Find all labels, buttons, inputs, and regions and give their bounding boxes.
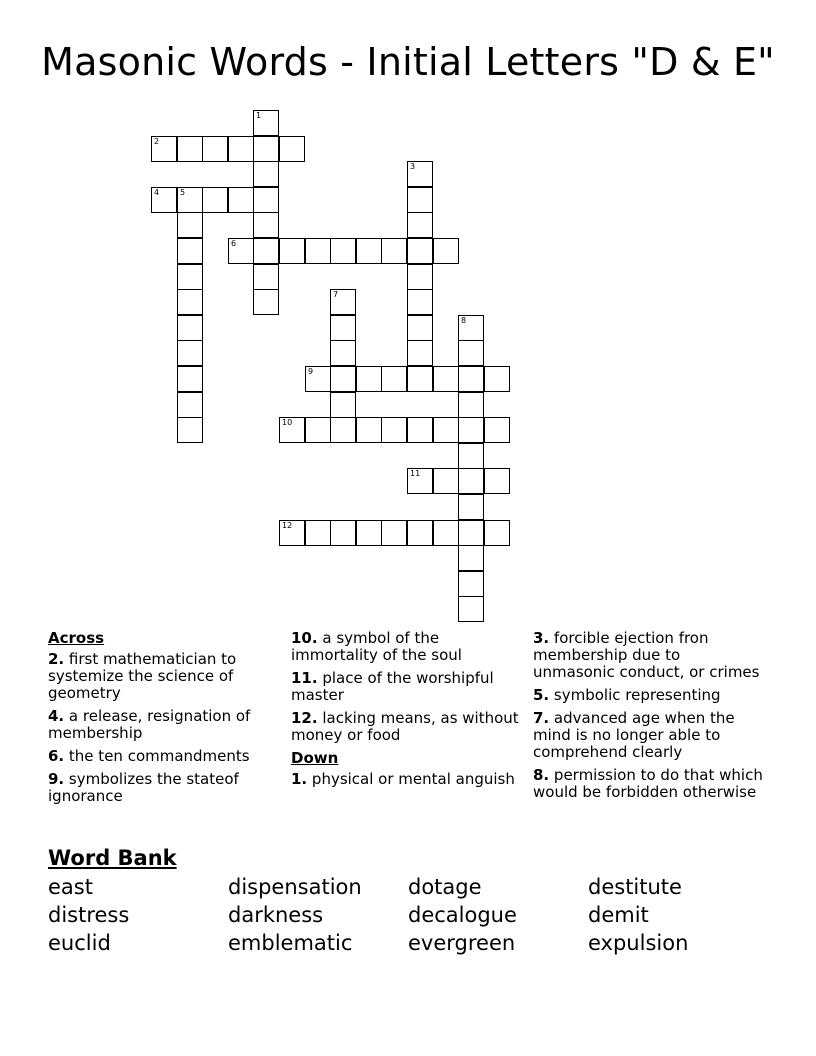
- clue-text: forcible ejection fron membership due to unmasonic conduct, or crimes: [533, 629, 760, 681]
- grid-cell[interactable]: [484, 366, 510, 392]
- clue-number: 1.: [291, 770, 308, 788]
- across-heading: Across: [48, 629, 105, 647]
- cell-number: 12: [282, 521, 293, 530]
- word-bank-word: east: [48, 875, 93, 899]
- grid-cell[interactable]: [177, 264, 203, 290]
- clue-down-7: [533, 710, 765, 761]
- clue-down-5: [533, 687, 765, 704]
- grid-cell[interactable]: [484, 468, 510, 494]
- grid-cell[interactable]: [177, 289, 203, 315]
- grid-cell[interactable]: [279, 136, 305, 162]
- grid-cell[interactable]: [330, 340, 356, 366]
- grid-cell[interactable]: [177, 315, 203, 341]
- word-bank-word: dotage: [408, 875, 482, 899]
- grid-cell[interactable]: [407, 468, 433, 494]
- word-bank-word: expulsion: [588, 931, 689, 955]
- clue-text: the ten commandments: [68, 747, 250, 765]
- grid-cell[interactable]: [407, 264, 433, 290]
- puzzle-title: Masonic Words - Initial Letters "D & E": [41, 40, 775, 84]
- grid-cell[interactable]: [253, 187, 279, 213]
- grid-cell[interactable]: [253, 212, 279, 238]
- clue-down-1: [291, 771, 523, 788]
- clue-text: permission to do that which would be forbidden otherwise: [533, 766, 763, 801]
- grid-cell[interactable]: [253, 289, 279, 315]
- clue-down-8: [533, 767, 765, 801]
- grid-cell[interactable]: [458, 545, 484, 571]
- clue-number: 8.: [533, 766, 550, 784]
- clue-number: 6.: [48, 747, 65, 765]
- clue-text: advanced age when the mind is no longer able to comprehend clearly: [533, 709, 735, 761]
- grid-cell[interactable]: [407, 187, 433, 213]
- grid-cell[interactable]: [305, 238, 331, 264]
- grid-cell[interactable]: [279, 520, 305, 546]
- clue-across-6: [48, 748, 280, 765]
- clues-column-1: [48, 630, 280, 811]
- grid-cell[interactable]: [151, 187, 177, 213]
- clue-text: physical or mental anguish: [311, 770, 515, 788]
- grid-cell[interactable]: [177, 366, 203, 392]
- grid-cell[interactable]: [407, 161, 433, 187]
- cell-number: 3: [410, 162, 416, 171]
- grid-cell[interactable]: [330, 392, 356, 418]
- cell-number: 5: [180, 188, 186, 197]
- clues-column-2: [291, 630, 523, 794]
- grid-cell[interactable]: [330, 366, 356, 392]
- word-bank-word: darkness: [228, 903, 324, 927]
- grid-cell[interactable]: [177, 417, 203, 443]
- grid-cell[interactable]: [253, 238, 279, 264]
- grid-cell[interactable]: [407, 238, 433, 264]
- word-bank-word: euclid: [48, 931, 111, 955]
- grid-cell[interactable]: [177, 392, 203, 418]
- grid-cell[interactable]: [228, 187, 254, 213]
- clue-text: a release, resignation of membership: [48, 707, 251, 742]
- clue-number: 5.: [533, 686, 550, 704]
- clue-number: 9.: [48, 770, 65, 788]
- clue-text: place of the worshipful master: [291, 669, 494, 704]
- grid-cell[interactable]: [177, 136, 203, 162]
- grid-cell[interactable]: [458, 443, 484, 469]
- grid-cell[interactable]: [458, 494, 484, 520]
- clue-across-11: [291, 670, 523, 704]
- grid-cell[interactable]: [279, 417, 305, 443]
- grid-cell[interactable]: [458, 366, 484, 392]
- grid-cell[interactable]: [305, 417, 331, 443]
- grid-cell[interactable]: [433, 468, 459, 494]
- grid-cell[interactable]: [458, 571, 484, 597]
- grid-cell[interactable]: [458, 392, 484, 418]
- clue-number: 11.: [291, 669, 318, 687]
- grid-cell[interactable]: [253, 264, 279, 290]
- clue-number: 4.: [48, 707, 65, 725]
- grid-cell[interactable]: [484, 417, 510, 443]
- clue-across-12: [291, 710, 523, 744]
- grid-cell[interactable]: [305, 520, 331, 546]
- clue-number: 12.: [291, 709, 318, 727]
- grid-cell[interactable]: [407, 212, 433, 238]
- clue-across-2: [48, 651, 280, 702]
- grid-cell[interactable]: [253, 110, 279, 136]
- grid-cell[interactable]: [330, 289, 356, 315]
- grid-cell[interactable]: [330, 417, 356, 443]
- grid-cell[interactable]: [356, 520, 382, 546]
- grid-cell[interactable]: [407, 417, 433, 443]
- grid-cell[interactable]: [177, 340, 203, 366]
- grid-cell[interactable]: [228, 238, 254, 264]
- down-heading: Down: [291, 749, 339, 767]
- grid-cell[interactable]: [458, 315, 484, 341]
- cell-number: 2: [154, 137, 160, 146]
- grid-cell[interactable]: [458, 596, 484, 622]
- word-bank-word: distress: [48, 903, 130, 927]
- clue-across-4: [48, 708, 280, 742]
- clue-down-3: [533, 630, 765, 681]
- word-bank-word: dispensation: [228, 875, 362, 899]
- grid-cell[interactable]: [458, 468, 484, 494]
- clue-text: a symbol of the immortality of the soul: [291, 629, 462, 664]
- cell-number: 7: [333, 290, 339, 299]
- word-bank-word: evergreen: [408, 931, 516, 955]
- cell-number: 10: [282, 418, 293, 427]
- clues-column-3: [533, 630, 765, 807]
- grid-cell[interactable]: [458, 520, 484, 546]
- grid-cell[interactable]: [151, 136, 177, 162]
- grid-cell[interactable]: [433, 417, 459, 443]
- grid-cell[interactable]: [407, 366, 433, 392]
- grid-cell[interactable]: [305, 366, 331, 392]
- cell-number: 9: [308, 367, 314, 376]
- clue-across-10: [291, 630, 523, 664]
- grid-cell[interactable]: [458, 417, 484, 443]
- clue-number: 7.: [533, 709, 550, 727]
- cell-number: 6: [231, 239, 237, 248]
- grid-cell[interactable]: [253, 136, 279, 162]
- word-bank-word: demit: [588, 903, 649, 927]
- grid-cell[interactable]: [407, 315, 433, 341]
- clue-number: 2.: [48, 650, 65, 668]
- grid-cell[interactable]: [330, 238, 356, 264]
- grid-cell[interactable]: [433, 238, 459, 264]
- cell-number: 1: [256, 111, 262, 120]
- grid-cell[interactable]: [356, 366, 382, 392]
- clue-number: 10.: [291, 629, 318, 647]
- grid-cell[interactable]: [202, 136, 228, 162]
- grid-cell[interactable]: [381, 238, 407, 264]
- grid-cell[interactable]: [228, 136, 254, 162]
- grid-cell[interactable]: [407, 340, 433, 366]
- word-bank-word: emblematic: [228, 931, 353, 955]
- grid-cell[interactable]: [356, 417, 382, 443]
- clue-text: first mathematician to systemize the science of geometry: [48, 650, 237, 702]
- clue-text: symbolic representing: [553, 686, 721, 704]
- cell-number: 11: [410, 469, 421, 478]
- grid-cell[interactable]: [407, 520, 433, 546]
- grid-cell[interactable]: [356, 238, 382, 264]
- grid-cell[interactable]: [381, 520, 407, 546]
- clue-across-9: [48, 771, 280, 805]
- grid-cell[interactable]: [381, 417, 407, 443]
- word-bank-word: destitute: [588, 875, 682, 899]
- grid-cell[interactable]: [484, 520, 510, 546]
- grid-cell[interactable]: [177, 238, 203, 264]
- grid-cell[interactable]: [202, 187, 228, 213]
- clue-number: 3.: [533, 629, 550, 647]
- grid-cell[interactable]: [330, 315, 356, 341]
- cell-number: 8: [461, 316, 467, 325]
- grid-cell[interactable]: [279, 238, 305, 264]
- grid-cell[interactable]: [253, 161, 279, 187]
- cell-number: 4: [154, 188, 160, 197]
- grid-cell[interactable]: [433, 366, 459, 392]
- word-bank-word: decalogue: [408, 903, 517, 927]
- grid-cell[interactable]: [381, 366, 407, 392]
- clue-text: symbolizes the stateof ignorance: [48, 770, 239, 805]
- grid-cell[interactable]: [458, 340, 484, 366]
- word-bank-title: Word Bank: [48, 846, 177, 870]
- clue-text: lacking means, as without money or food: [291, 709, 519, 744]
- grid-cell[interactable]: [177, 187, 203, 213]
- grid-cell[interactable]: [330, 520, 356, 546]
- grid-cell[interactable]: [177, 212, 203, 238]
- grid-cell[interactable]: [407, 289, 433, 315]
- grid-cell[interactable]: [433, 520, 459, 546]
